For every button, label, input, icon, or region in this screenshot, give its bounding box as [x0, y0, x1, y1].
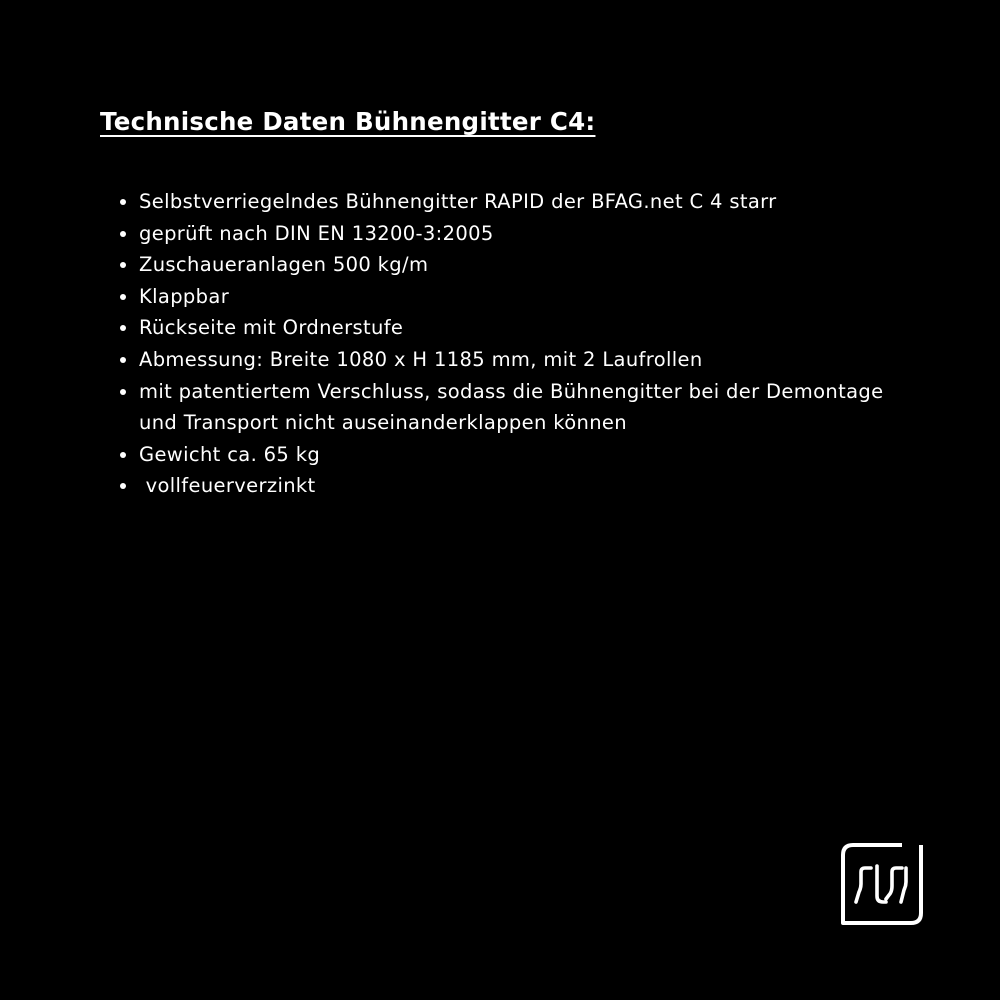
sls-logo-icon — [840, 842, 924, 926]
spec-item: Selbstverriegelndes Bühnengitter RAPID der BFAG.net C 4 starr — [139, 186, 919, 218]
spec-list — [139, 186, 919, 502]
spec-item: Zuschaueranlagen 500 kg/m — [139, 249, 919, 281]
spec-item: Gewicht ca. 65 kg — [139, 439, 919, 471]
page-title: Technische Daten Bühnengitter C4: — [100, 107, 596, 136]
spec-item: Klappbar — [139, 281, 919, 313]
spec-item: Rückseite mit Ordnerstufe — [139, 312, 919, 344]
spec-item: geprüft nach DIN EN 13200-3:2005 — [139, 218, 919, 250]
spec-item: vollfeuerverzinkt — [139, 470, 919, 502]
spec-item: mit patentiertem Verschluss, sodass die Bühnengitter bei der Demontage und Transport nicht auseinanderklappen können — [139, 376, 919, 439]
spec-item: Abmessung: Breite 1080 x H 1185 mm, mit 2 Laufrollen — [139, 344, 919, 376]
